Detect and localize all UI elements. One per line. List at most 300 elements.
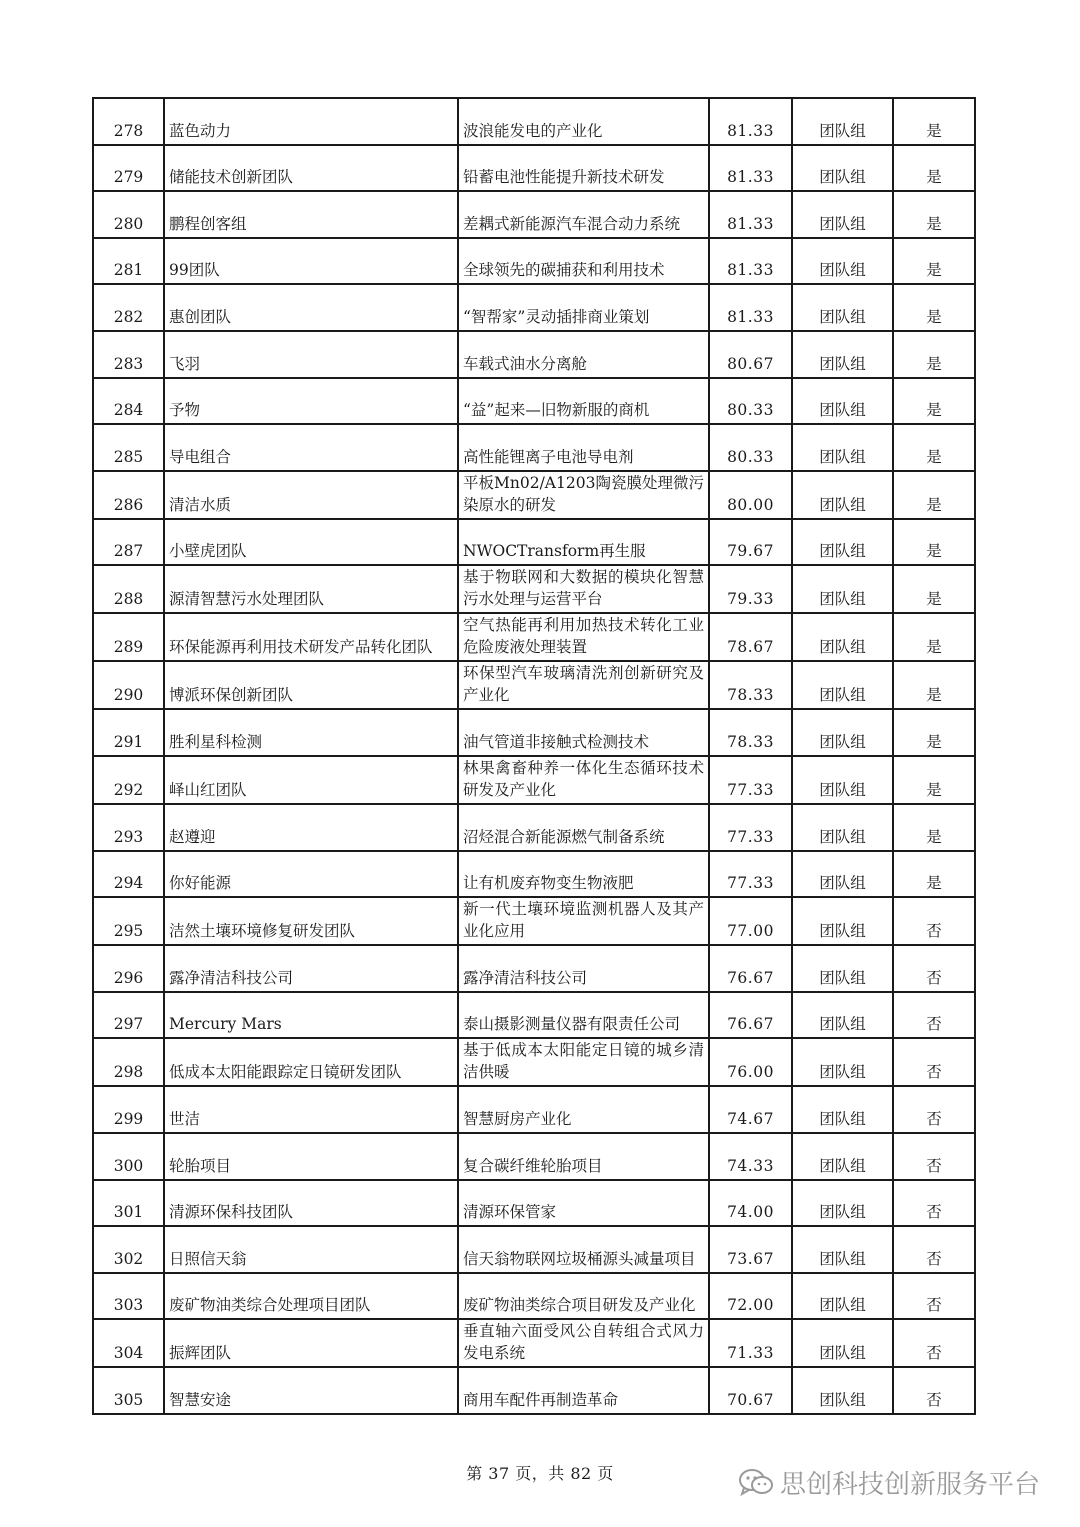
cell-score-text: 73.67 [727, 1249, 774, 1268]
table-row [93, 945, 975, 992]
cell-no-text: 286 [113, 495, 144, 514]
cell-score-text: 81.33 [727, 121, 774, 140]
cell-group [792, 191, 893, 238]
cell-project [458, 1367, 709, 1414]
cell-group [792, 1273, 893, 1320]
cell-no-text: 292 [113, 780, 144, 799]
cell-group [792, 378, 893, 425]
cell-no [93, 661, 164, 709]
table-row [93, 565, 975, 613]
cell-group-text: 团队组 [819, 1063, 866, 1082]
cell-team [164, 897, 458, 945]
cell-team-text: 洁然土壤环境修复研发团队 [169, 922, 356, 941]
cell-flag [893, 804, 975, 851]
cell-no-text: 298 [113, 1063, 144, 1082]
cell-score [709, 992, 792, 1039]
cell-flag [893, 424, 975, 471]
cell-score [709, 1180, 792, 1227]
cell-project-text: 清源环保管家 [463, 1203, 557, 1222]
cell-no [93, 471, 164, 519]
cell-score-text: 74.67 [727, 1109, 774, 1128]
cell-project [458, 945, 709, 992]
cell-no [93, 613, 164, 661]
cell-team [164, 378, 458, 425]
cell-project [458, 1226, 709, 1273]
cell-project [458, 565, 709, 613]
cell-group-text: 团队组 [819, 1390, 866, 1409]
table-row [93, 1273, 975, 1320]
cell-score-text: 81.33 [727, 261, 774, 280]
cell-flag-text: 否 [926, 1203, 942, 1222]
cell-no [93, 378, 164, 425]
cell-team [164, 1133, 458, 1180]
cell-score-text: 76.00 [727, 1063, 774, 1082]
cell-group [792, 1086, 893, 1133]
cell-project [458, 661, 709, 709]
cell-score-text: 81.33 [727, 307, 774, 326]
cell-flag [893, 613, 975, 661]
cell-flag [893, 519, 975, 566]
cell-flag [893, 945, 975, 992]
cell-no [93, 897, 164, 945]
cell-team-text: 峄山红团队 [169, 780, 247, 799]
cell-team [164, 519, 458, 566]
cell-project [458, 851, 709, 898]
cell-no-text: 304 [113, 1344, 144, 1363]
cell-group-text: 团队组 [819, 542, 866, 561]
cell-team-text: 小壁虎团队 [169, 542, 247, 561]
cell-score-text: 78.67 [727, 638, 774, 657]
cell-team [164, 145, 458, 192]
cell-project-text: 智慧厨房产业化 [463, 1109, 572, 1128]
cell-project [458, 191, 709, 238]
cell-project [458, 284, 709, 331]
cell-group [792, 804, 893, 851]
table-row [93, 191, 975, 238]
cell-group-text: 团队组 [819, 354, 866, 373]
table-row [93, 1038, 975, 1086]
cell-group-text: 团队组 [819, 168, 866, 187]
cell-team [164, 1367, 458, 1414]
cell-group [792, 897, 893, 945]
cell-flag-text: 是 [926, 168, 942, 187]
cell-team-text: 惠创团队 [169, 307, 232, 326]
cell-no-text: 287 [113, 542, 144, 561]
cell-team [164, 1086, 458, 1133]
cell-no [93, 1319, 164, 1367]
results-table-body [93, 98, 975, 1414]
cell-score-text: 72.00 [727, 1296, 774, 1315]
cell-no [93, 804, 164, 851]
cell-score-text: 78.33 [727, 732, 774, 751]
cell-no [93, 1133, 164, 1180]
table-row [93, 897, 975, 945]
cell-score-text: 80.33 [727, 447, 774, 466]
cell-no-text: 288 [113, 590, 144, 609]
cell-flag-text: 是 [926, 542, 942, 561]
cell-score-text: 80.67 [727, 354, 774, 373]
cell-score [709, 145, 792, 192]
cell-group-text: 团队组 [819, 1015, 866, 1034]
cell-flag-text: 是 [926, 638, 942, 657]
cell-flag [893, 709, 975, 756]
cell-team-text: 予物 [169, 401, 201, 420]
cell-project-text: “益”起来—旧物新服的商机 [463, 401, 650, 420]
cell-group-text: 团队组 [819, 1296, 866, 1315]
cell-flag [893, 238, 975, 285]
cell-team [164, 1226, 458, 1273]
cell-flag-text: 否 [926, 922, 942, 941]
cell-team-text: 清洁水质 [169, 495, 232, 514]
cell-no [93, 1367, 164, 1414]
table-row [93, 98, 975, 145]
table-row [93, 1133, 975, 1180]
cell-project-text: 新一代土壤环境监测机器人及其产业化应用 [463, 900, 704, 941]
cell-group-text: 团队组 [819, 827, 866, 846]
cell-score [709, 756, 792, 804]
cell-no [93, 284, 164, 331]
cell-flag-text: 是 [926, 401, 942, 420]
cell-flag-text: 否 [926, 1063, 942, 1082]
table-row [93, 145, 975, 192]
cell-team-text: 赵遵迎 [169, 827, 216, 846]
cell-team [164, 191, 458, 238]
cell-score-text: 76.67 [727, 968, 774, 987]
cell-flag [893, 1133, 975, 1180]
cell-group [792, 424, 893, 471]
cell-team-text: 露净清洁科技公司 [169, 968, 294, 987]
cell-group [792, 565, 893, 613]
cell-group-text: 团队组 [819, 968, 866, 987]
cell-flag-text: 否 [926, 1156, 942, 1175]
cell-group-text: 团队组 [819, 1203, 866, 1222]
cell-no-text: 283 [113, 354, 144, 373]
cell-project [458, 145, 709, 192]
cell-group [792, 613, 893, 661]
cell-group-text: 团队组 [819, 1249, 866, 1268]
cell-no-text: 302 [113, 1249, 144, 1268]
cell-group [792, 471, 893, 519]
cell-group-text: 团队组 [819, 922, 866, 941]
cell-no-text: 280 [113, 214, 144, 233]
cell-no [93, 992, 164, 1039]
cell-team [164, 331, 458, 378]
cell-flag-text: 是 [926, 307, 942, 326]
cell-flag [893, 1367, 975, 1414]
cell-score [709, 613, 792, 661]
cell-score [709, 471, 792, 519]
cell-score [709, 1367, 792, 1414]
table-row [93, 1319, 975, 1367]
cell-flag [893, 191, 975, 238]
cell-project-text: 车载式油水分离舱 [463, 354, 588, 373]
cell-project [458, 1273, 709, 1320]
cell-flag [893, 661, 975, 709]
cell-flag-text: 是 [926, 495, 942, 514]
cell-no [93, 331, 164, 378]
cell-team [164, 565, 458, 613]
table-row [93, 851, 975, 898]
cell-project-text: NWOCTransform再生服 [463, 542, 646, 561]
cell-score-text: 77.33 [727, 874, 774, 893]
cell-team [164, 284, 458, 331]
cell-project [458, 613, 709, 661]
cell-team [164, 98, 458, 145]
cell-no [93, 98, 164, 145]
cell-project-text: 油气管道非接触式检测技术 [463, 732, 650, 751]
cell-team-text: 智慧安途 [169, 1390, 232, 1409]
cell-project-text: 全球领先的碳捕获和利用技术 [463, 261, 665, 280]
cell-group [792, 945, 893, 992]
cell-score-text: 81.33 [727, 168, 774, 187]
cell-group-text: 团队组 [819, 874, 866, 893]
cell-no-text: 294 [113, 874, 144, 893]
cell-group [792, 756, 893, 804]
cell-group [792, 1133, 893, 1180]
table-row [93, 519, 975, 566]
cell-no-text: 289 [113, 638, 144, 657]
cell-no-text: 281 [113, 261, 144, 280]
cell-team-text: 飞羽 [169, 354, 201, 373]
cell-group-text: 团队组 [819, 1156, 866, 1175]
cell-flag-text: 是 [926, 732, 942, 751]
cell-no-text: 293 [113, 827, 144, 846]
cell-score [709, 1319, 792, 1367]
cell-project [458, 98, 709, 145]
cell-score [709, 1038, 792, 1086]
cell-group-text: 团队组 [819, 121, 866, 140]
cell-score [709, 804, 792, 851]
cell-flag-text: 否 [926, 1015, 942, 1034]
cell-no-text: 300 [113, 1156, 144, 1175]
cell-no [93, 1273, 164, 1320]
cell-group-text: 团队组 [819, 261, 866, 280]
cell-flag [893, 331, 975, 378]
cell-no-text: 299 [113, 1109, 144, 1128]
cell-project-text: 基于低成本太阳能定日镜的城乡清洁供暖 [463, 1041, 704, 1082]
cell-score-text: 80.00 [727, 495, 774, 514]
cell-flag-text: 否 [926, 1109, 942, 1128]
table-row [93, 238, 975, 285]
cell-no [93, 709, 164, 756]
cell-score [709, 565, 792, 613]
cell-group-text: 团队组 [819, 638, 866, 657]
cell-project [458, 238, 709, 285]
cell-team [164, 709, 458, 756]
cell-team [164, 1273, 458, 1320]
table-row [93, 378, 975, 425]
cell-score-text: 74.33 [727, 1156, 774, 1175]
cell-score [709, 238, 792, 285]
cell-flag [893, 851, 975, 898]
cell-project [458, 1133, 709, 1180]
cell-team-text: 振辉团队 [169, 1344, 232, 1363]
cell-team-text: 博派环保创新团队 [169, 686, 294, 705]
cell-project-text: 垂直轴六面受风公自转组合式风力发电系统 [463, 1322, 704, 1363]
cell-group-text: 团队组 [819, 1109, 866, 1128]
cell-no [93, 1226, 164, 1273]
cell-score-text: 81.33 [727, 214, 774, 233]
cell-flag-text: 是 [926, 121, 942, 140]
cell-project-text: 波浪能发电的产业化 [463, 121, 603, 140]
cell-group [792, 661, 893, 709]
cell-flag [893, 897, 975, 945]
cell-team-text: 日照信天翁 [169, 1249, 247, 1268]
cell-project [458, 424, 709, 471]
cell-team [164, 851, 458, 898]
cell-score [709, 284, 792, 331]
cell-project-text: 商用车配件再制造革命 [463, 1390, 619, 1409]
cell-score-text: 77.00 [727, 922, 774, 941]
cell-no [93, 424, 164, 471]
cell-flag [893, 145, 975, 192]
cell-score [709, 519, 792, 566]
cell-flag [893, 1226, 975, 1273]
cell-team-text: 储能技术创新团队 [169, 168, 294, 187]
cell-flag-text: 否 [926, 1249, 942, 1268]
cell-group [792, 284, 893, 331]
cell-no-text: 290 [113, 686, 144, 705]
cell-team [164, 1180, 458, 1227]
watermark [738, 1464, 1040, 1501]
cell-group [792, 1180, 893, 1227]
cell-flag-text: 否 [926, 1390, 942, 1409]
cell-flag-text: 是 [926, 874, 942, 893]
cell-flag-text: 是 [926, 214, 942, 233]
cell-team-text: 导电组合 [169, 447, 232, 466]
cell-flag-text: 是 [926, 686, 942, 705]
cell-flag [893, 98, 975, 145]
cell-no-text: 305 [113, 1390, 144, 1409]
cell-score [709, 378, 792, 425]
cell-no-text: 301 [113, 1203, 144, 1222]
cell-project-text: 信天翁物联网垃圾桶源头减量项目 [463, 1249, 696, 1268]
cell-no [93, 565, 164, 613]
cell-flag [893, 471, 975, 519]
cell-no [93, 1180, 164, 1227]
cell-project-text: 复合碳纤维轮胎项目 [463, 1156, 603, 1175]
cell-no-text: 278 [113, 121, 144, 140]
cell-group [792, 331, 893, 378]
cell-team [164, 1038, 458, 1086]
cell-score [709, 851, 792, 898]
cell-group-text: 团队组 [819, 495, 866, 514]
cell-score [709, 98, 792, 145]
table-row [93, 471, 975, 519]
cell-flag [893, 1180, 975, 1227]
cell-flag-text: 是 [926, 780, 942, 799]
cell-project-text: 让有机废弃物变生物液肥 [463, 874, 634, 893]
cell-group [792, 851, 893, 898]
cell-team-text: 99团队 [169, 261, 220, 280]
cell-score [709, 1273, 792, 1320]
cell-group-text: 团队组 [819, 307, 866, 326]
cell-score-text: 79.67 [727, 542, 774, 561]
cell-group [792, 1038, 893, 1086]
cell-team [164, 1319, 458, 1367]
cell-project [458, 1319, 709, 1367]
cell-score-text: 80.33 [727, 401, 774, 420]
cell-flag-text: 否 [926, 968, 942, 987]
cell-group-text: 团队组 [819, 780, 866, 799]
cell-score [709, 897, 792, 945]
cell-score [709, 191, 792, 238]
cell-no [93, 191, 164, 238]
cell-score-text: 76.67 [727, 1015, 774, 1034]
table-row [93, 1180, 975, 1227]
cell-group [792, 519, 893, 566]
cell-project [458, 331, 709, 378]
cell-score [709, 1226, 792, 1273]
cell-team [164, 804, 458, 851]
cell-project [458, 992, 709, 1039]
cell-flag [893, 565, 975, 613]
cell-no [93, 145, 164, 192]
cell-group-text: 团队组 [819, 447, 866, 466]
cell-no [93, 756, 164, 804]
cell-project [458, 897, 709, 945]
cell-score [709, 331, 792, 378]
watermark-text: 思创科技创新服务平台 [780, 1470, 1041, 1500]
cell-team [164, 613, 458, 661]
table-row [93, 1086, 975, 1133]
cell-group [792, 98, 893, 145]
cell-team-text: 胜利星科检测 [169, 732, 263, 751]
cell-score-text: 74.00 [727, 1203, 774, 1222]
cell-project [458, 709, 709, 756]
cell-no [93, 1038, 164, 1086]
cell-score-text: 77.33 [727, 780, 774, 799]
cell-team-text: 源清智慧污水处理团队 [169, 590, 325, 609]
cell-group-text: 团队组 [819, 401, 866, 420]
cell-no-text: 296 [113, 968, 144, 987]
cell-project-text: 差耦式新能源汽车混合动力系统 [463, 214, 681, 233]
cell-score-text: 71.33 [727, 1344, 774, 1363]
cell-no-text: 282 [113, 307, 144, 326]
cell-flag-text: 是 [926, 590, 942, 609]
cell-flag [893, 1086, 975, 1133]
cell-project-text: 铅蓄电池性能提升新技术研发 [463, 168, 665, 187]
cell-group-text: 团队组 [819, 1344, 866, 1363]
cell-no-text: 284 [113, 401, 144, 420]
cell-project [458, 1180, 709, 1227]
cell-flag [893, 378, 975, 425]
cell-team-text: 蓝色动力 [169, 121, 232, 140]
cell-project-text: 高性能锂离子电池导电剂 [463, 447, 634, 466]
cell-flag [893, 284, 975, 331]
cell-score-text: 70.67 [727, 1390, 774, 1409]
cell-no-text: 295 [113, 922, 144, 941]
cell-no-text: 297 [113, 1015, 144, 1034]
cell-group [792, 1319, 893, 1367]
cell-project-text: 基于物联网和大数据的模块化智慧污水处理与运营平台 [463, 568, 704, 609]
cell-score [709, 1086, 792, 1133]
cell-group-text: 团队组 [819, 214, 866, 233]
cell-project-text: 空气热能再利用加热技术转化工业危险废液处理装置 [463, 616, 704, 657]
cell-no [93, 945, 164, 992]
cell-project-text: 环保型汽车玻璃清洗剂创新研究及产业化 [463, 664, 704, 705]
cell-project [458, 804, 709, 851]
cell-no-text: 303 [113, 1296, 144, 1315]
cell-group [792, 1367, 893, 1414]
cell-team [164, 992, 458, 1039]
cell-project-text: 露净清洁科技公司 [463, 968, 588, 987]
page-number: 第 37 页，共 82 页 [466, 1464, 614, 1483]
cell-flag-text: 是 [926, 447, 942, 466]
table-row [93, 424, 975, 471]
cell-score [709, 424, 792, 471]
cell-flag-text: 否 [926, 1344, 942, 1363]
